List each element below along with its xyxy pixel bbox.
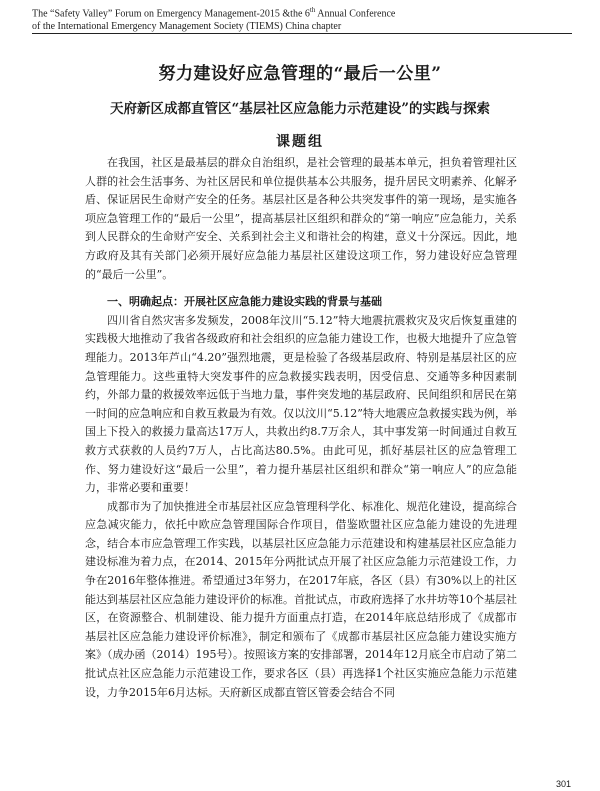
article-subtitle: 天府新区成都直管区“基层社区应急能力示范建设”的实践与探索 — [109, 101, 491, 117]
running-header-line1: The “Safety Valley” Forum on Emergency Management-2015 &the 6th Annual Conference — [32, 6, 396, 20]
author-line: 课题组 — [276, 134, 324, 150]
running-header — [32, 4, 572, 34]
article-body — [85, 154, 517, 702]
article-title: 努力建设好应急管理的“最后一公里” — [158, 64, 442, 84]
section-paragraph-1: 四川省自然灾害多发频发，2008年汶川“5.12”特大地震抗震救灾及灾后恢复重建的实践极大地推动了我省各级政府和社会组织的应急能力建设工作，也极大地提升了应急管理能力。2013年芦山“4.20”强烈地震，更是检验了各级基层政府、特别是基层社区的应急管理能力。这些重特大突发事件的应急救援实践表明，因受信息、交通等多种因素制约，外部力量的救援效率远低于当地力量，事件突发地的基层政府、民间组织和居民在第一时间的应急响应和自救互救最为有效。仅以汶川“5.12”特大地震应急救援实践为例，举国上下投入的救援力量高达17万人，共救出约8.7万余人，其中事发第一时间通过自救互救方式获救的人员约7万人，占比高达80.5%。由此可见，抓好基层社区的应急管理工作、努力建设好这“最后一公里”，着力提升基层社区组织和群众“第一响应人”的应急能力，非常必要和重要！ — [85, 313, 517, 495]
section-heading: 一、明确起点：开展社区应急能力建设实践的背景与基础 — [107, 295, 382, 309]
running-header-line2: of the International Emergency Management Society (TIEMS) China chapter — [32, 20, 572, 34]
page-number: 301 — [556, 779, 572, 789]
section-paragraph-2: 成都市为了加快推进全市基层社区应急管理科学化、标准化、规范化建设，提高综合应急减灾能力，依托中欧应急管理国际合作项目，借鉴欧盟社区应急能力建设的先进理念，结合本市应急管理工作实践，以基层社区应急能力示范建设和构建基层社区应急能力建设标准为着力点，在2014、2015年分两批试点开展了社区应急能力示范建设工作，力争在2016年整体推进。希望通过3年努力，在2017年底，各区（县）有30%以上的社区能达到基层社区应急能力建设评价的标准。首批试点，市政府选择了水井坊等10个基层社区，在资源整合、机制建设、能力提升方面重点打造，在2014年底总结形成了《成都市基层社区应急能力建设评价标准》，制定和颁布了《成都市基层社区应急能力建设实施方案》（成办函（2014）195号）。按照该方案的安排部署，2014年12月底全市启动了第二批试点社区应急能力示范建设工作，要求各区（县）再选择1个社区实施应急能力示范建设，力争2015年6月达标。天府新区成都直管区管委会结合不同 — [85, 499, 517, 699]
intro-paragraph: 在我国，社区是最基层的群众自治组织，是社会管理的最基本单元，担负着管理社区人群的社会生活事务、为社区居民和单位提供基本公共服务，提升居民文明素养、化解矛盾、保证居民生命财产安全的任务。基层社区是各种公共突发事件的第一现场，是实施各项应急管理工作的“最后一公里”，提高基层社区组织和群众的“第一响应”应急能力，关系到人民群众的生命财产安全、关系到社会主义和谐社会的构建，意义十分深远。因此，地方政府及其有关部门必须开展好应急能力基层社区建设这项工作，努力建设好应急管理的“最后一公里”。 — [85, 156, 517, 281]
